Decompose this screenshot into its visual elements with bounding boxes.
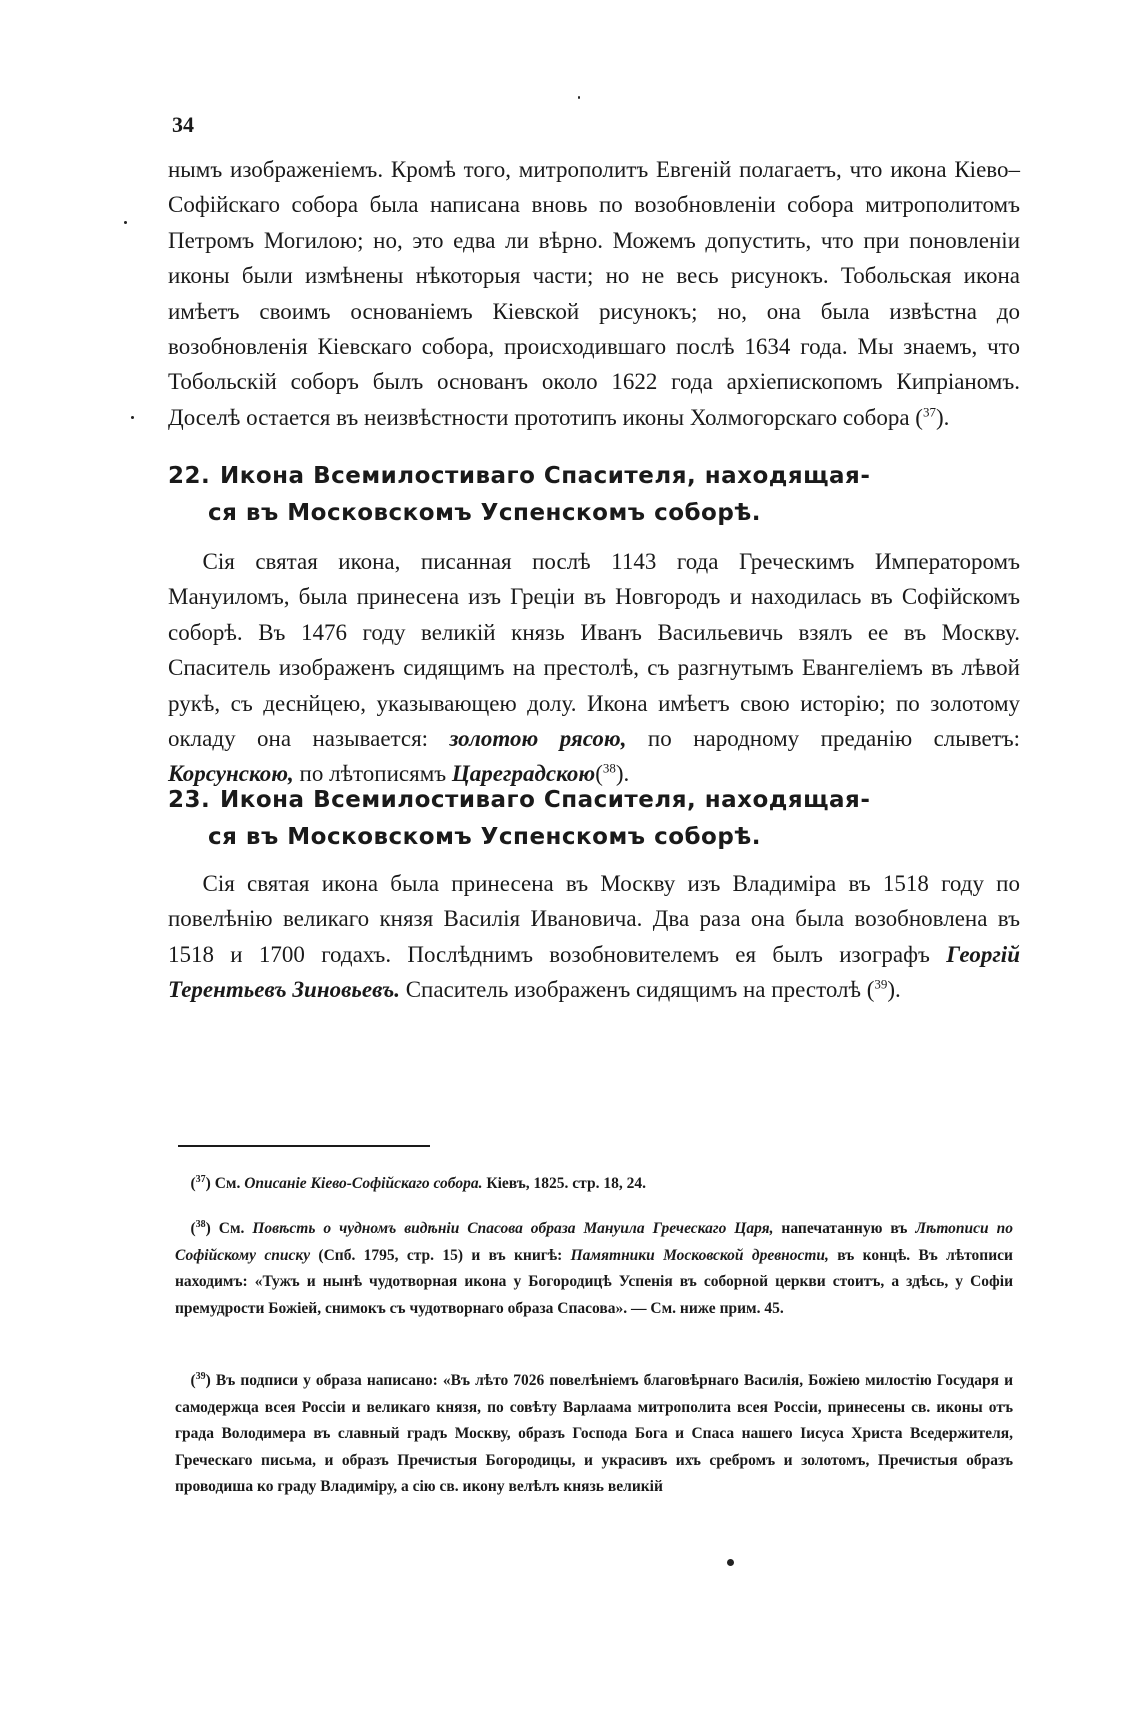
section-title-line1: Икона Всемилостиваго Спасителя, находящая-: [220, 787, 871, 813]
ink-dot: [131, 416, 134, 419]
footnote-ref: 39: [874, 976, 888, 992]
footnote-mark: 39: [195, 1370, 206, 1382]
footnote-text: ) См.: [205, 1220, 253, 1237]
footnote-title: Описаніе Кіево-Софійскаго собора.: [244, 1175, 483, 1192]
ink-dot: [727, 1559, 734, 1566]
section-heading-22: [168, 458, 1028, 532]
footnote-title: Лѣтописи по Софійскому списку: [175, 1220, 1013, 1264]
footnote-text: въ концѣ. Въ лѣтописи находимъ: «Тужъ и нынѣ чудотворная икона у Богородицѣ Успенія въ соборной церкви стоитъ, а здѣсь, у Софіи премудрости Божіей, снимокъ съ чудотворнаго образа Спасова». — См. ниже прим. 45.: [175, 1246, 1013, 1317]
ink-dot: [124, 221, 127, 224]
paragraph-text: (: [595, 761, 603, 787]
footnote-ref: 37: [922, 404, 936, 420]
paragraph-text: Спаситель изображенъ сидящимъ на престолѣ (: [399, 977, 875, 1003]
paragraph-section-23: [168, 866, 1020, 1008]
footnote-divider: [178, 1145, 430, 1147]
paragraph-text: по народному преданію слыветъ:: [626, 726, 1021, 752]
footnote-title: Памятники Московской древности,: [570, 1246, 829, 1264]
footnote-text: напечатанную въ: [773, 1220, 916, 1237]
page-number: 34: [172, 112, 194, 137]
footnote-text: ) Въ подписи у образа написано: «Въ лѣто 7026 повелѣніемъ благовѣрнаго Василія, Божіею милостію Государя и самодержца всея Россіи и великаго князя, по совѣту Варлаама митрополита всея Россіи, принесены св. иконы отъ града Володимера въ славный градъ Москву, образъ Господа Бога и Спаса нашего Іисуса Христа Вседержителя, Греческаго письма, и образъ Пречистыя Богородицы, и украсивъ ихъ сребромъ и золотомъ, Пречистыя образъ проводиша ко граду Владиміру, а сію св. икону велѣлъ князь великій: [175, 1372, 1013, 1495]
section-title-line1: Икона Всемилостиваго Спасителя, находящая-: [220, 463, 871, 489]
paragraph-text: по лѣтописямъ: [293, 761, 452, 787]
paragraph-text: нымъ изображеніемъ. Кромѣ того, митрополитъ Евгеній полагаетъ, что икона Кіево–Софійскаго собора была написана вновь по возобновленіи собора митрополитомъ Петромъ Могилою; но, это едва ли вѣрно. Можемъ допустить, что при поновленіи иконы были измѣнены нѣкоторыя части; но не весь рисунокъ. Тобольская икона имѣетъ своимъ основаніемъ Кіевской рисунокъ; но, она была извѣстна до возобновленія Кіевскаго собора, происходившаго послѣ 1634 года. Мы знаемъ, что Тобольскій соборъ былъ основанъ около 1622 года архіепископомъ Кипріаномъ. Доселѣ остается въ неизвѣстности прототипъ иконы Холмогорскаго собора (: [168, 157, 1020, 430]
section-number: 23.: [168, 787, 211, 813]
paragraph-section-22: [168, 544, 1020, 792]
footnote-37: ($^{37}$) См. Описаніе Кіево-Софійскаго собора. Кіевъ, 1825. стр. 18, 24.: [190, 1173, 646, 1192]
italic-term: Царегpадскою: [451, 761, 596, 787]
italic-name: Георгій Терентьевъ Зиновьевъ.: [168, 941, 1020, 1003]
footnote-text: Кіевъ, 1825. стр. 18, 24.: [482, 1175, 646, 1192]
paragraph-end: ).: [887, 977, 901, 1003]
paragraph-text: Сія святая икона, писанная послѣ 1143 года Греческимъ Императоромъ Мануиломъ, была принесена изъ Греціи въ Новгородъ и находилась въ Софійскомъ соборѣ. Въ 1476 году великій князь Иванъ Васильевичь взялъ ее въ Москву. Спаситель изображенъ сидящимъ на престолѣ, съ разгнутымъ Евангеліемъ въ лѣвой рукѣ, съ деснйцею, указывающею долу. Икона имѣетъ свою исторію; по золотому окладу она называется:: [168, 549, 1020, 752]
paragraph-intro: [168, 152, 1020, 440]
paragraph-text: Сія святая икона была принесена въ Москву изъ Владиміра въ 1518 году по повелѣнію великаго князя Василія Ивановича. Два раза она была возобновлена въ 1518 и 1700 годахъ. Послѣднимъ возобновителемъ ея былъ изографъ: [168, 871, 1020, 967]
footnote-mark: 38: [195, 1218, 206, 1230]
footnote-text: (Спб. 1795, стр. 15) и въ книгѣ:: [310, 1246, 571, 1264]
section-number: 22.: [168, 463, 211, 489]
italic-term: Корсунскою,: [168, 761, 294, 787]
footnote-title: Повѣсть о чудномъ видѣніи Спасова образа Мануила Греческаго Царя,: [252, 1220, 774, 1237]
ink-dot: [578, 96, 580, 99]
section-heading-23: [168, 782, 1028, 856]
paragraph-end: ).: [615, 761, 630, 787]
paragraph-end: ).: [935, 404, 950, 430]
section-title-line2: ся въ Московскомъ Успенскомъ соборѣ.: [208, 500, 761, 526]
section-title-line2: ся въ Московскомъ Успенскомъ соборѣ.: [208, 824, 761, 850]
footnote-mark: 37: [195, 1173, 206, 1185]
italic-term: золотою рясою,: [449, 726, 627, 752]
footnote-text: ) См.: [205, 1175, 245, 1192]
footnote-38: ($^{38}$) См. Повѣсть о чудномъ видѣніи Спасова образа Мануила Греческаго Царя, напечатанную въ Лѣтописи по Софійскому списку (Спб. 1795, стр. 15) и въ книгѣ: Памятники Московской древности, въ концѣ. Въ лѣтописи находимъ: «Тужъ и нынѣ чудотворная икона у Богородицѣ Успенія въ соборной церкви стоитъ, а здѣсь, у Софіи премудрости Божіей, снимокъ съ чудотворнаго образа Спасова». — См. ниже прим. 45.: [175, 1218, 1013, 1317]
footnote-ref: 38: [602, 760, 616, 776]
footnote-39: ($^{39}$) Въ подписи у образа написано: «Въ лѣто 7026 повелѣніемъ благовѣрнаго Василія, Божіею милостію Государя и самодержца всея Россіи и великаго князя, по совѣту Варлаама митрополита всея Россіи, принесены св. иконы отъ града Володимера въ славный градъ Москву, образъ Господа Бога и Спаса нашего Іисуса Христа Вседержителя, Греческаго письма, и образъ Пречистыя Богородицы, и украсивъ ихъ сребромъ и золотомъ, Пречистыя образъ проводиша ко граду Владиміру, а сію св. икону велѣлъ князь великій: [175, 1370, 1013, 1495]
